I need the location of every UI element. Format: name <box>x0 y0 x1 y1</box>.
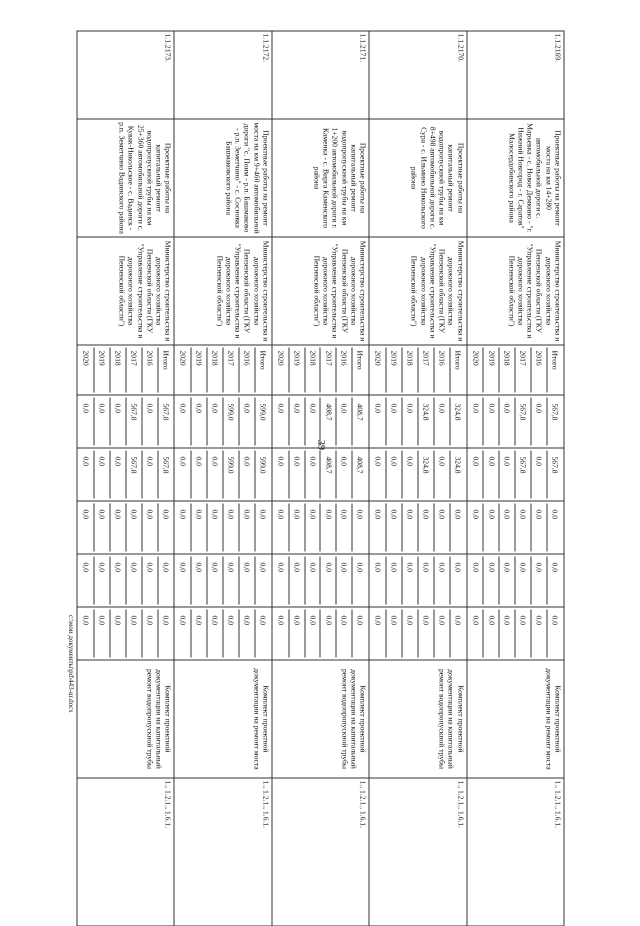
year-cell-entry: Итого <box>546 347 562 392</box>
funding-v5-cell-entry: 0,0 <box>222 609 238 657</box>
activity-name-cell: Проектные работы на ремонт моста на км 14+280 автомобильной дороги с. Марьевка - с. Новое Демкино - "г. Нижний Новгород - г. Саратов" Малосердобинского района <box>466 119 563 237</box>
funding-v2-cell-entry: 0,0 <box>498 450 514 498</box>
funding-v4-cell <box>77 554 174 607</box>
funding-v1-cell-entry: 0,0 <box>335 397 351 445</box>
funding-v3-cell-entry: 0,0 <box>81 509 91 519</box>
funding-v5-cell-entry: 0,0 <box>275 615 285 625</box>
funding-v3-cell-entry: 0,0 <box>109 503 125 551</box>
funding-v4-cell-entry: 0,0 <box>81 562 91 572</box>
year-cell-entry: 2019 <box>93 347 109 392</box>
funding-v4-cell-entry: 0,0 <box>157 556 173 604</box>
indicator-cell: 1., 1.2.1., 1.6.1. <box>466 778 563 926</box>
funding-v4-cell-entry: 0,0 <box>482 556 498 604</box>
funding-v3-cell-entry: 0,0 <box>254 503 270 551</box>
funding-v4-cell-entry: 0,0 <box>335 556 351 604</box>
funding-v3-cell-entry: 0,0 <box>125 503 141 551</box>
funding-v3-cell-entry: 0,0 <box>320 503 336 551</box>
funding-v3-cell-entry: 0,0 <box>351 503 367 551</box>
funding-v3-cell-entry: 0,0 <box>530 503 546 551</box>
funding-v1-cell-entry: 0,0 <box>288 397 304 445</box>
funding-v3-cell-entry: 0,0 <box>470 509 480 519</box>
rotated-table-wrapper <box>76 30 564 875</box>
funding-v4-cell-entry: 0,0 <box>401 556 417 604</box>
executor-cell: Министерство строительства и дорожного хозяйства Пензенской области (ГКУ "Управление строительства и дорожного хозяйства Пензенской области") <box>271 237 368 345</box>
funding-v5-cell <box>174 607 271 660</box>
funding-v2-cell-entry: 0,0 <box>275 456 285 466</box>
funding-v1-cell-entry: 324,8 <box>449 397 465 445</box>
funding-v5-cell-entry: 0,0 <box>157 609 173 657</box>
funding-v1-cell-entry: 0,0 <box>141 397 157 445</box>
year-cell-entry: Итого <box>351 347 367 392</box>
funding-v2-cell-entry: 0,0 <box>206 450 222 498</box>
funding-v4-cell <box>466 554 563 607</box>
funding-v4-cell-entry: 0,0 <box>125 556 141 604</box>
funding-v5-cell-entry: 0,0 <box>254 609 270 657</box>
expected-result-cell: Комплект проектной документации на капитальный ремонт водопропускной трубы <box>271 660 368 778</box>
funding-v2-cell-entry: 0,0 <box>178 456 188 466</box>
funding-v1-cell-entry: 0,0 <box>178 403 188 413</box>
expected-result-cell: Комплект проектной документации на капитальный ремонт водопропускной трубы <box>77 660 174 778</box>
funding-v1-cell-entry: 0,0 <box>190 397 206 445</box>
funding-v1-cell-entry: 567,8 <box>514 397 530 445</box>
funding-v4-cell-entry: 0,0 <box>190 556 206 604</box>
funding-v4-cell <box>369 554 466 607</box>
funding-v4-cell-entry: 0,0 <box>93 556 109 604</box>
funding-v5-cell-entry: 0,0 <box>373 615 383 625</box>
year-cell-entry: Итого <box>157 347 173 392</box>
funding-v1-cell <box>369 395 466 448</box>
funding-v2-cell-entry: 0,0 <box>141 450 157 498</box>
funding-v2-cell-entry: 0,0 <box>530 450 546 498</box>
funding-v1-cell <box>271 395 368 448</box>
funding-v5-cell <box>271 607 368 660</box>
funding-v1-cell-entry: 0,0 <box>238 397 254 445</box>
funding-v1-cell-entry: 0,0 <box>109 397 125 445</box>
funding-v3-cell-entry: 0,0 <box>178 509 188 519</box>
funding-v5-cell <box>77 607 174 660</box>
indicator-cell: 1., 1.2.1., 1.6.1. <box>77 778 174 926</box>
activity-name-cell: Проектные работы на капитальный ремонт водопропускной трубы на км 25+360 автомобильной дороги с. Кувак-Никольское - с. Вадинск - р.п. Земетчино Вадинского района <box>77 119 174 237</box>
funding-v1-cell-entry: 408,7 <box>320 397 336 445</box>
funding-v1-cell-entry: 0,0 <box>93 397 109 445</box>
funding-v4-cell-entry: 0,0 <box>254 556 270 604</box>
year-cell <box>77 345 174 395</box>
funding-v3-cell-entry: 0,0 <box>482 503 498 551</box>
funding-v3-cell-entry: 0,0 <box>385 503 401 551</box>
funding-v1-cell-entry: 0,0 <box>385 397 401 445</box>
funding-v1-cell-entry: 324,8 <box>417 397 433 445</box>
year-cell-entry: 2020 <box>81 350 91 366</box>
funding-v5-cell-entry: 0,0 <box>530 609 546 657</box>
funding-v1-cell-entry: 0,0 <box>81 403 91 413</box>
indicator-cell: 1., 1.2.1., 1.6.1. <box>369 778 466 926</box>
table-row <box>271 31 368 926</box>
funding-v4-cell-entry: 0,0 <box>275 562 285 572</box>
year-cell-entry: Итого <box>449 347 465 392</box>
table-row <box>369 31 466 926</box>
funding-v5-cell-entry: 0,0 <box>401 609 417 657</box>
funding-v2-cell-entry: 324,8 <box>417 450 433 498</box>
funding-v1-cell-entry: 0,0 <box>433 397 449 445</box>
funding-v4-cell <box>271 554 368 607</box>
year-cell-entry: 2016 <box>530 347 546 392</box>
funding-v3-cell-entry: 0,0 <box>275 509 285 519</box>
executor-cell: Министерство строительства и дорожного хозяйства Пензенской области (ГКУ "Управление строительства и дорожного хозяйства Пензенской области") <box>466 237 563 345</box>
year-cell-entry: 2016 <box>141 347 157 392</box>
funding-v2-cell-entry: 567,8 <box>546 450 562 498</box>
item-number-cell: 1.1.2173. <box>77 31 174 119</box>
funding-v2-cell <box>174 448 271 501</box>
year-cell-entry: 2017 <box>417 347 433 392</box>
funding-v2-cell-entry: 0,0 <box>109 450 125 498</box>
year-cell-entry: 2019 <box>190 347 206 392</box>
funding-v4-cell-entry: 0,0 <box>288 556 304 604</box>
funding-v4-cell-entry: 0,0 <box>530 556 546 604</box>
funding-v5-cell-entry: 0,0 <box>141 609 157 657</box>
year-cell <box>369 345 466 395</box>
year-cell-entry: 2019 <box>482 347 498 392</box>
indicator-cell: 1., 1.2.1., 1.6.1. <box>271 778 368 926</box>
funding-v3-cell-entry: 0,0 <box>141 503 157 551</box>
item-number-cell: 1.1.2169. <box>466 31 563 119</box>
funding-v2-cell-entry: 0,0 <box>482 450 498 498</box>
funding-v3-cell-entry: 0,0 <box>157 503 173 551</box>
funding-v2-cell-entry: 0,0 <box>190 450 206 498</box>
funding-v1-cell-entry: 599,0 <box>222 397 238 445</box>
funding-v1-cell-entry: 0,0 <box>206 397 222 445</box>
funding-v4-cell-entry: 0,0 <box>373 562 383 572</box>
funding-v3-cell-entry: 0,0 <box>304 503 320 551</box>
funding-v5-cell <box>369 607 466 660</box>
funding-v1-cell-entry: 567,8 <box>546 397 562 445</box>
funding-v5-cell-entry: 0,0 <box>498 609 514 657</box>
funding-v2-cell-entry: 0,0 <box>335 450 351 498</box>
year-cell-entry: 2019 <box>288 347 304 392</box>
funding-v4-cell-entry: 0,0 <box>141 556 157 604</box>
file-path-footer: c:\мои документы\pd\443-ur.docx <box>67 615 75 713</box>
funding-v3-cell <box>77 501 174 554</box>
funding-v1-cell-entry: 0,0 <box>498 397 514 445</box>
funding-v2-cell-entry: 408,7 <box>320 450 336 498</box>
funding-v2-cell-entry: 599,0 <box>222 450 238 498</box>
item-number-cell: 1.1.2172. <box>174 31 271 119</box>
year-cell <box>466 345 563 395</box>
page-number: 39 <box>315 440 326 450</box>
item-number-cell: 1.1.2170. <box>369 31 466 119</box>
expected-result-cell: Комплект проектной документации на капитальный ремонт водопропускной трубы <box>369 660 466 778</box>
funding-v2-cell-entry: 0,0 <box>238 450 254 498</box>
expected-result-cell: Комплект проектной документации на ремонт моста <box>174 660 271 778</box>
year-cell-entry: 2016 <box>238 347 254 392</box>
funding-v4-cell <box>174 554 271 607</box>
table-row <box>174 31 271 926</box>
executor-cell: Министерство строительства и дорожного хозяйства Пензенской области (ГКУ "Управление строительства и дорожного хозяйства Пензенской области") <box>174 237 271 345</box>
table-body <box>77 31 564 926</box>
funding-v1-cell-entry: 0,0 <box>530 397 546 445</box>
funding-v1-cell-entry: 567,8 <box>157 397 173 445</box>
funding-v3-cell-entry: 0,0 <box>93 503 109 551</box>
funding-v5-cell-entry: 0,0 <box>417 609 433 657</box>
year-cell-entry: 2017 <box>514 347 530 392</box>
funding-v4-cell-entry: 0,0 <box>470 562 480 572</box>
table-row <box>77 31 174 926</box>
funding-v3-cell <box>271 501 368 554</box>
funding-v2-cell-entry: 567,8 <box>514 450 530 498</box>
funding-v5-cell-entry: 0,0 <box>304 609 320 657</box>
funding-v2-cell-entry: 0,0 <box>93 450 109 498</box>
funding-v5-cell-entry: 0,0 <box>470 615 480 625</box>
funding-v2-cell-entry: 0,0 <box>81 456 91 466</box>
funding-v2-cell-entry: 324,8 <box>449 450 465 498</box>
funding-v2-cell-entry: 567,8 <box>157 450 173 498</box>
funding-v5-cell-entry: 0,0 <box>433 609 449 657</box>
indicator-cell: 1., 1.2.1., 1.6.1. <box>174 778 271 926</box>
funding-v1-cell-entry: 0,0 <box>373 403 383 413</box>
funding-v5-cell-entry: 0,0 <box>288 609 304 657</box>
year-cell-entry: 2017 <box>320 347 336 392</box>
funding-v2-cell-entry: 599,0 <box>254 450 270 498</box>
funding-v4-cell-entry: 0,0 <box>178 562 188 572</box>
funding-v3-cell-entry: 0,0 <box>190 503 206 551</box>
funding-v4-cell-entry: 0,0 <box>109 556 125 604</box>
funding-v2-cell-entry: 0,0 <box>304 450 320 498</box>
funding-v4-cell-entry: 0,0 <box>238 556 254 604</box>
funding-v3-cell-entry: 0,0 <box>433 503 449 551</box>
executor-cell: Министерство строительства и дорожного хозяйства Пензенской области (ГКУ "Управление строительства и дорожного хозяйства Пензенской области") <box>77 237 174 345</box>
funding-v5-cell-entry: 0,0 <box>482 609 498 657</box>
funding-v5-cell-entry: 0,0 <box>320 609 336 657</box>
year-cell-entry: 2017 <box>125 347 141 392</box>
funding-v4-cell-entry: 0,0 <box>320 556 336 604</box>
year-cell-entry: 2020 <box>373 350 383 366</box>
executor-cell: Министерство строительства и дорожного хозяйства Пензенской области (ГКУ "Управление строительства и дорожного хозяйства Пензенской области") <box>369 237 466 345</box>
funding-v4-cell-entry: 0,0 <box>304 556 320 604</box>
funding-v4-cell-entry: 0,0 <box>449 556 465 604</box>
funding-v5-cell-entry: 0,0 <box>385 609 401 657</box>
funding-v1-cell-entry: 0,0 <box>470 403 480 413</box>
year-cell-entry: 2019 <box>385 347 401 392</box>
funding-v2-cell <box>271 448 368 501</box>
funding-v5-cell-entry: 0,0 <box>93 609 109 657</box>
year-cell-entry: 2017 <box>222 347 238 392</box>
activity-name-cell: Проектные работы на капитальный ремонт водопропускной трубы на км 8+498 автомобильной дороги с. Сура - с. Ильмино Никольского района <box>369 119 466 237</box>
funding-v5-cell-entry: 0,0 <box>238 609 254 657</box>
year-cell-entry: 2016 <box>433 347 449 392</box>
funding-v5-cell <box>466 607 563 660</box>
funding-v5-cell-entry: 0,0 <box>190 609 206 657</box>
year-cell-entry: 2018 <box>109 347 125 392</box>
funding-v2-cell <box>77 448 174 501</box>
year-cell <box>174 345 271 395</box>
funding-v2-cell-entry: 0,0 <box>433 450 449 498</box>
funding-v4-cell-entry: 0,0 <box>546 556 562 604</box>
funding-v1-cell-entry: 408,7 <box>351 397 367 445</box>
funding-v5-cell-entry: 0,0 <box>206 609 222 657</box>
funding-v2-cell <box>466 448 563 501</box>
year-cell-entry: 2020 <box>470 350 480 366</box>
funding-v3-cell-entry: 0,0 <box>238 503 254 551</box>
program-activities-table <box>76 30 564 926</box>
funding-v1-cell-entry: 599,0 <box>254 397 270 445</box>
funding-v3-cell-entry: 0,0 <box>546 503 562 551</box>
funding-v2-cell-entry: 0,0 <box>288 450 304 498</box>
funding-v2-cell-entry: 567,8 <box>125 450 141 498</box>
funding-v3-cell-entry: 0,0 <box>288 503 304 551</box>
funding-v5-cell-entry: 0,0 <box>335 609 351 657</box>
funding-v1-cell-entry: 0,0 <box>482 397 498 445</box>
funding-v3-cell <box>174 501 271 554</box>
year-cell-entry: Итого <box>254 347 270 392</box>
funding-v4-cell-entry: 0,0 <box>351 556 367 604</box>
expected-result-cell: Комплект проектной документации на ремонт моста <box>466 660 563 778</box>
activity-name-cell: Проектные работы на ремонт моста на км 9+460 автомобильной дороги "с. Поим - р.п. Башмаково - р.п. Земетчино" - с. Сосновка Башмаковского района <box>174 119 271 237</box>
funding-v1-cell <box>77 395 174 448</box>
funding-v5-cell-entry: 0,0 <box>178 615 188 625</box>
activity-name-cell: Проектные работы на капитальный ремонт водопропускной трубы на км 1+200 автомобильной дороги г. Каменка - с. Вирга Каменского района <box>271 119 368 237</box>
funding-v1-cell-entry: 0,0 <box>401 397 417 445</box>
funding-v3-cell-entry: 0,0 <box>498 503 514 551</box>
funding-v2-cell <box>369 448 466 501</box>
year-cell-entry: 2020 <box>178 350 188 366</box>
funding-v4-cell-entry: 0,0 <box>433 556 449 604</box>
funding-v2-cell-entry: 408,7 <box>351 450 367 498</box>
funding-v3-cell-entry: 0,0 <box>401 503 417 551</box>
funding-v4-cell-entry: 0,0 <box>514 556 530 604</box>
funding-v3-cell-entry: 0,0 <box>373 509 383 519</box>
year-cell-entry: 2018 <box>498 347 514 392</box>
year-cell-entry: 2016 <box>335 347 351 392</box>
funding-v5-cell-entry: 0,0 <box>351 609 367 657</box>
year-cell-entry: 2018 <box>206 347 222 392</box>
funding-v1-cell <box>174 395 271 448</box>
funding-v5-cell-entry: 0,0 <box>109 609 125 657</box>
funding-v1-cell-entry: 0,0 <box>304 397 320 445</box>
funding-v3-cell-entry: 0,0 <box>206 503 222 551</box>
funding-v3-cell-entry: 0,0 <box>514 503 530 551</box>
funding-v3-cell-entry: 0,0 <box>417 503 433 551</box>
funding-v3-cell-entry: 0,0 <box>222 503 238 551</box>
year-cell <box>271 345 368 395</box>
funding-v4-cell-entry: 0,0 <box>385 556 401 604</box>
funding-v4-cell-entry: 0,0 <box>206 556 222 604</box>
item-number-cell: 1.1.2171. <box>271 31 368 119</box>
table-row <box>466 31 563 926</box>
funding-v4-cell-entry: 0,0 <box>498 556 514 604</box>
funding-v1-cell-entry: 567,8 <box>125 397 141 445</box>
funding-v2-cell-entry: 0,0 <box>373 456 383 466</box>
year-cell-entry: 2020 <box>275 350 285 366</box>
funding-v4-cell-entry: 0,0 <box>222 556 238 604</box>
funding-v5-cell-entry: 0,0 <box>81 615 91 625</box>
funding-v3-cell-entry: 0,0 <box>449 503 465 551</box>
funding-v5-cell-entry: 0,0 <box>514 609 530 657</box>
funding-v2-cell-entry: 0,0 <box>401 450 417 498</box>
funding-v1-cell-entry: 0,0 <box>275 403 285 413</box>
funding-v2-cell-entry: 0,0 <box>385 450 401 498</box>
year-cell-entry: 2018 <box>401 347 417 392</box>
funding-v2-cell-entry: 0,0 <box>470 456 480 466</box>
funding-v5-cell-entry: 0,0 <box>125 609 141 657</box>
funding-v3-cell-entry: 0,0 <box>335 503 351 551</box>
funding-v5-cell-entry: 0,0 <box>449 609 465 657</box>
funding-v1-cell <box>466 395 563 448</box>
funding-v3-cell <box>369 501 466 554</box>
funding-v4-cell-entry: 0,0 <box>417 556 433 604</box>
funding-v5-cell-entry: 0,0 <box>546 609 562 657</box>
funding-v3-cell <box>466 501 563 554</box>
year-cell-entry: 2018 <box>304 347 320 392</box>
